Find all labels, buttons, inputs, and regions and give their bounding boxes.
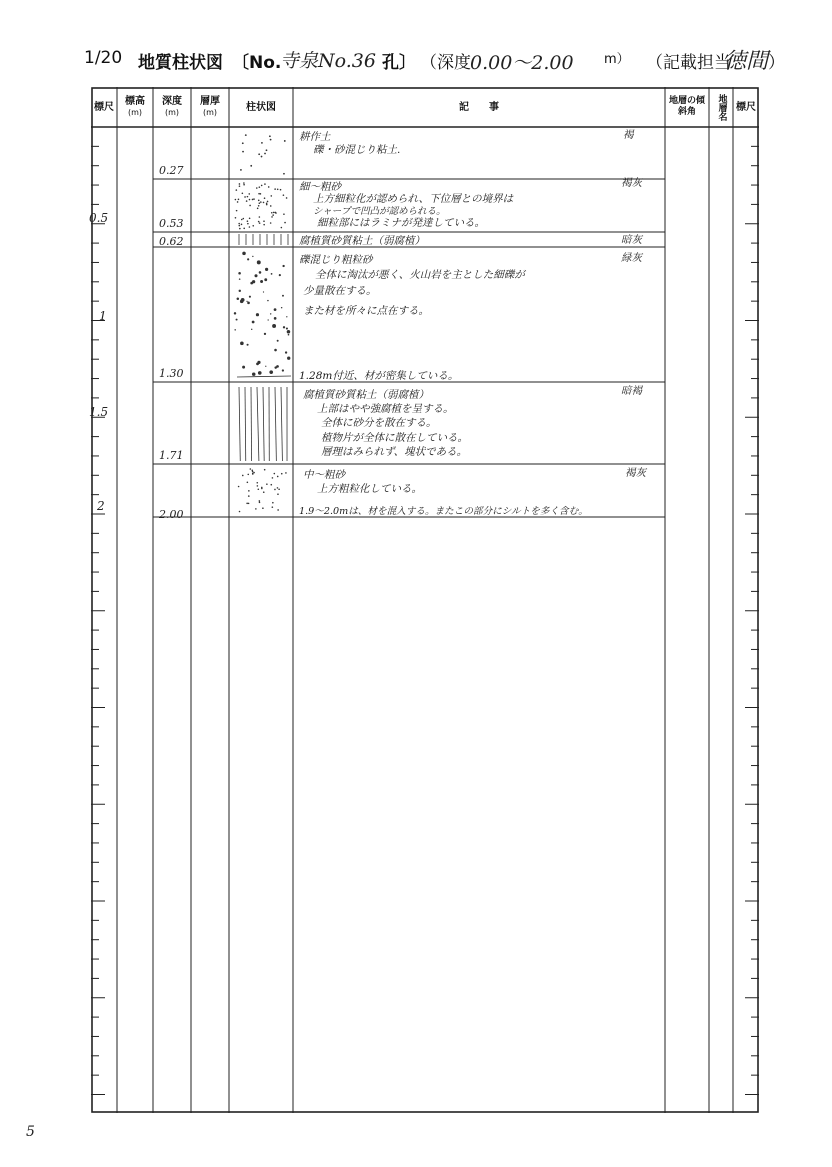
litho-dot [277,487,279,489]
litho-gravel [264,278,267,281]
depth-range: 0.00〜2.00 [470,52,574,74]
litho-dot [257,485,259,487]
litho-dot [258,193,260,195]
litho-dot [261,488,263,490]
litho-dot [273,212,275,214]
layer-name: 中〜粗砂 [303,469,345,481]
layer-note: 1.28m付近、材が密集している。 [299,370,459,382]
layer-name: 礫混じり粗粒砂 [299,254,373,266]
litho-dot [252,199,254,201]
litho-dot [239,225,241,227]
litho-gravel [247,258,249,260]
scale-mark: 0.5 [89,211,109,225]
litho-gravel [256,313,259,316]
depth-value: 1.30 [159,367,184,380]
header-description: 記 事 [459,101,499,113]
litho-gravel [274,308,277,311]
litho-gravel [252,372,255,375]
layer-note: 1.9〜2.0mは、材を混入する。またこの部分にシルトを多く含む。 [299,506,588,517]
litho-dot [242,142,244,144]
litho-gravel [239,278,241,280]
litho-dot [272,506,274,508]
litho-dot [258,488,260,490]
litho-wood-band [237,376,291,377]
litho-gravel [271,273,273,275]
litho-dot [275,212,277,214]
litho-dot [245,134,247,136]
litho-dot [248,490,250,492]
layer-note: シャープで凹凸が認められる。 [313,206,446,217]
litho-dot [283,194,285,196]
header-dip: 地層の傾斜角 [668,96,705,117]
log-title [84,46,784,80]
layer-note: 上方粗粒化している。 [317,483,422,495]
header-elevation-label: 標高 [125,96,145,107]
litho-dot [266,204,268,206]
litho-dot [272,477,274,479]
recorder-close: ） [768,53,785,73]
litho-dot [258,153,260,155]
litho-dot [284,140,286,142]
litho-dot [247,223,249,225]
litho-dot [263,220,265,222]
litho-dot [260,193,262,195]
litho-dot [240,169,242,171]
hole-name: 寺泉No.36 [280,50,376,72]
litho-dot [277,476,279,478]
header-depth-unit: (m) [164,108,180,117]
litho-dot [249,199,251,201]
header-strata: 地層名 [716,93,727,121]
litho-gravel [288,334,290,336]
litho-gravel [252,321,255,324]
litho-dot [261,142,263,144]
litho-gravel [247,344,249,346]
layer-note: 植物片が全体に散在している。 [321,432,468,444]
litho-dot [238,486,240,488]
layer-name: 腐植質砂質粘土（弱腐植） [299,235,425,247]
litho-dot [257,208,259,210]
layer-color: 褐灰 [621,177,642,189]
litho-dot [270,139,272,141]
litho-dot [286,197,288,199]
scale-mark: 1.5 [89,405,109,419]
litho-dot [283,173,285,175]
litho-gravel [269,370,273,374]
litho-dot [281,227,283,229]
litho-gravel [258,371,262,375]
depth-unit: m） [604,52,630,67]
litho-dot [259,222,261,224]
layer-name: 腐植質砂質粘土（弱腐植） [303,389,429,401]
litho-dot [264,153,266,155]
litho-dot [251,469,253,471]
header-scale: 標尺 [94,101,114,113]
litho-gravel [267,319,268,320]
no-prefix: 〔No. [232,53,282,73]
litho-dot [285,472,287,474]
litho-dot [270,205,272,207]
litho-gravel [247,302,250,305]
litho-gravel [265,366,266,367]
layer-note: また材を所々に点在する。 [303,305,429,317]
scale-mark: 2 [97,499,105,513]
litho-dot [259,202,261,204]
litho-gravel [241,298,245,302]
litho-gravel [240,342,244,346]
litho-gravel [242,252,246,256]
litho-dot [266,483,268,485]
depth-value: 1.71 [159,449,184,462]
litho-dot [249,217,251,219]
litho-dot [243,228,245,230]
litho-dot [253,198,255,200]
litho-gravel [252,256,253,257]
litho-gravel [282,265,284,267]
hole-suffix: 孔〕 [382,53,416,73]
litho-dot [255,508,257,510]
litho-gravel [274,349,277,352]
litho-hatch [263,387,264,461]
litho-dot [239,228,241,230]
litho-gravel [270,313,271,314]
litho-dot [247,220,249,222]
litho-dot [248,193,250,195]
litho-gravel [251,329,252,330]
litho-dot [278,488,280,490]
layer-note: 少量散在する。 [303,285,377,297]
litho-gravel [260,280,263,283]
litho-dot [250,165,252,167]
layer-note: 細粒部にはラミナが発達している。 [317,217,485,229]
litho-dot [258,200,260,202]
litho-dot [264,469,266,471]
layer-color: 褐 [623,129,634,141]
litho-dot [236,189,238,191]
litho-dot [246,503,248,505]
litho-dot [247,481,249,483]
scale-ratio: 1/20 [84,48,123,68]
litho-dot [266,149,268,151]
litho-dot [274,473,276,475]
litho-hatch [239,387,240,461]
layer-color: 暗灰 [621,234,642,246]
litho-dot [243,182,245,184]
header-scale-right: 標尺 [736,101,756,113]
litho-dot [277,188,279,190]
litho-dot [239,511,241,513]
litho-gravel [259,271,262,274]
litho-dot [283,213,285,215]
litho-gravel [282,369,284,371]
litho-gravel [263,291,264,292]
layer-note: 全体に淘汰が悪く、火山岩を主とした細礫が [315,269,525,281]
litho-dot [239,183,241,185]
recorder-name: 徳間 [724,49,769,74]
litho-dot [237,201,239,203]
litho-dot [242,218,244,220]
litho-dot [252,225,254,227]
depth-prefix: （深度 [420,53,471,73]
layer-name: 細〜粗砂 [299,181,341,193]
layer-note: 層理はみられず、塊状である。 [321,446,468,458]
depth-value: 2.00 [159,508,184,521]
litho-dot [270,195,272,197]
litho-dot [261,185,263,187]
title-label: 地質柱状図 [138,53,223,73]
litho-dot [280,189,282,191]
litho-dot [263,224,265,226]
litho-dot [268,186,270,188]
layer-color: 暗褐 [621,385,642,397]
sheet-border [92,88,758,1112]
layer-note: 上部はやや強腐植を呈する。 [317,403,454,415]
litho-dot [243,184,245,186]
page-number: 5 [26,1124,35,1140]
litho-dot [248,503,250,505]
litho-gravel [285,351,287,353]
litho-dot [274,489,276,491]
litho-gravel [274,366,276,368]
litho-gravel [264,333,266,335]
header-thickness [191,87,229,127]
litho-dot [235,199,237,201]
log-grid [91,87,759,1113]
header-depth [153,87,191,127]
log-sheet [91,87,759,1113]
litho-dot [241,224,243,226]
litho-gravel [286,327,288,329]
litho-dot [270,222,272,224]
litho-gravel [277,340,279,342]
litho-dot [247,196,249,198]
litho-hatch [281,387,282,461]
litho-dot [236,210,238,212]
litho-gravel [250,282,253,285]
litho-dot [241,219,243,221]
litho-gravel [246,301,247,302]
litho-dot [248,495,250,497]
litho-gravel [254,274,257,277]
litho-gravel [267,300,268,301]
scale-mark: 1 [99,309,107,323]
litho-dot [272,502,274,504]
litho-dot [244,196,246,198]
litho-dot [253,472,255,474]
litho-gravel [272,324,276,328]
litho-dot [270,484,272,486]
litho-dot [274,188,276,190]
header-elevation [117,87,153,127]
litho-hatch [245,387,246,461]
depth-value: 0.53 [159,217,184,230]
depth-value: 0.62 [159,235,184,248]
litho-dot [246,200,248,202]
layer-name: 耕作土 [299,131,331,143]
litho-hatch [251,387,252,461]
litho-dot [261,156,263,158]
litho-gravel [256,362,259,365]
recorder-label: （記載担当 [646,53,731,73]
litho-dot [259,186,261,188]
litho-gravel [238,272,241,275]
litho-dot [263,202,265,204]
litho-gravel [234,329,235,330]
litho-gravel [287,330,291,334]
litho-gravel [236,319,238,321]
litho-gravel [287,357,290,360]
litho-dot [235,217,237,219]
litho-dot [284,222,286,224]
litho-dot [259,216,261,218]
litho-dot [252,473,254,475]
litho-gravel [265,268,268,271]
header-depth-label: 深度 [162,96,182,107]
litho-gravel [281,307,282,308]
layer-note: 礫・砂混じり粘土. [313,144,401,156]
litho-dot [260,201,262,203]
litho-dot [269,135,271,137]
litho-dot [263,491,265,493]
litho-dot [281,473,283,475]
litho-dot [259,502,261,504]
litho-dot [271,216,273,218]
litho-dot [242,475,244,477]
depth-value: 0.27 [159,164,184,177]
litho-gravel [239,290,241,292]
litho-hatch [257,387,259,461]
litho-dot [247,474,249,476]
header-thickness-unit: (m) [202,108,218,117]
litho-gravel [237,298,240,301]
litho-gravel [274,317,277,320]
litho-gravel [242,366,245,369]
litho-dot [258,221,260,223]
litho-gravel [234,312,236,314]
litho-dot [256,187,258,189]
litho-gravel [283,326,285,328]
header-column: 柱状図 [246,101,276,113]
header-thickness-label: 層厚 [200,96,220,107]
litho-dot [271,212,273,214]
litho-dot [249,205,251,207]
litho-dot [250,468,252,470]
litho-dot [277,493,279,495]
litho-hatch [275,387,276,461]
litho-dot [238,223,240,225]
litho-dot [272,214,274,216]
layer-note: 全体に砂分を散在する。 [321,417,437,429]
header-elevation-unit: (m) [127,108,143,117]
litho-gravel [257,260,261,264]
lithology-column [234,134,291,512]
litho-dot [259,500,261,502]
litho-dot [264,197,266,199]
litho-gravel [249,296,251,298]
litho-dot [256,482,258,484]
litho-gravel [279,274,281,276]
litho-dot [242,192,244,194]
litho-dot [249,226,251,228]
layer-color: 褐灰 [625,467,646,479]
litho-dot [267,201,269,203]
litho-dot [258,205,260,207]
litho-gravel [286,316,287,317]
litho-dot [238,199,240,201]
layer-note: 上方細粒化が認められ、下位層との境界は [313,193,514,205]
litho-dot [262,507,264,509]
litho-dot [277,509,279,511]
layer-color: 緑灰 [621,252,642,264]
litho-dot [242,151,244,153]
litho-gravel [282,295,284,297]
litho-dot [239,185,241,187]
litho-dot [264,183,266,185]
